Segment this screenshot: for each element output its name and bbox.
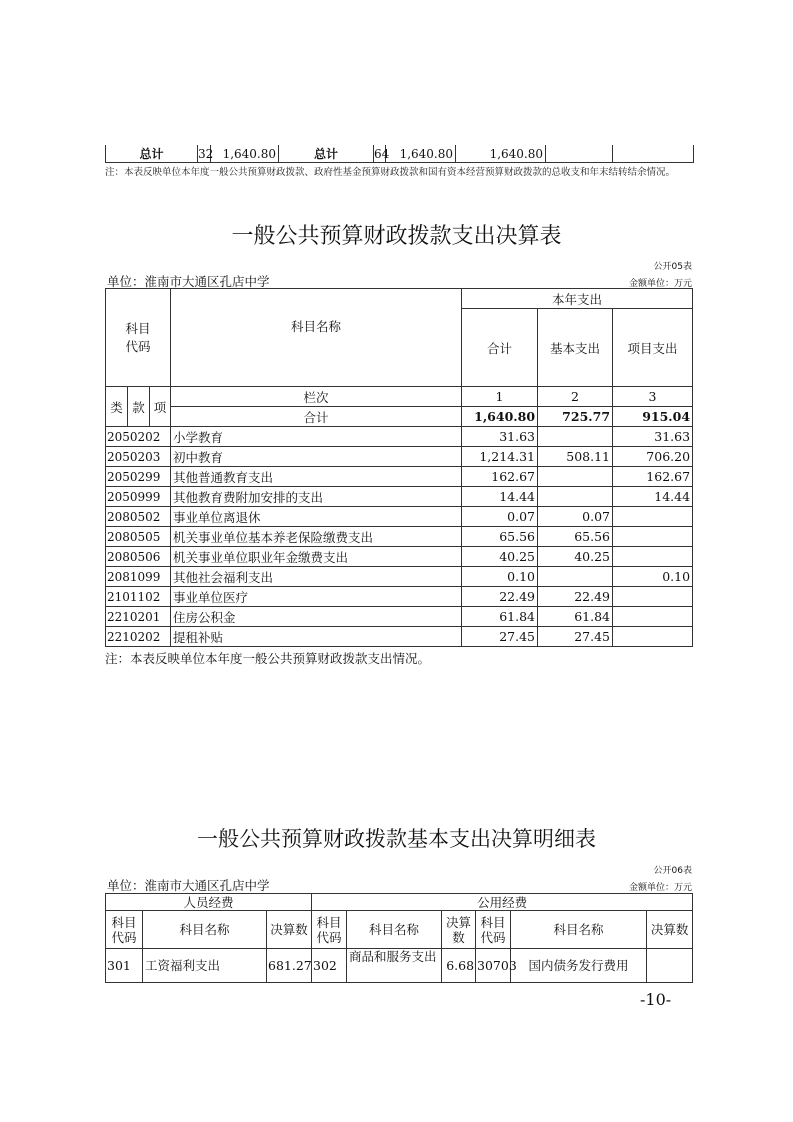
header-basic: 基本支出 — [538, 309, 613, 387]
row-project — [613, 587, 693, 607]
g2-amount-header: 决算数 — [647, 911, 693, 949]
previous-table-note: 注：本表反映单位本年度一般公共预算财政拨款、政府性基金预算财政拨款和国有资本经营预算财政拨款的总收支和年末结转结余情况。 — [105, 167, 676, 178]
row-code: 2080506 — [106, 547, 171, 567]
row-project: 706.20 — [613, 447, 693, 467]
table1-form-number: 公开05表 — [653, 262, 692, 272]
column-header-row — [106, 911, 693, 949]
row-code: 2050299 — [106, 467, 171, 487]
previous-table-total-row — [105, 145, 694, 163]
row-total: 162.67 — [462, 467, 538, 487]
basic-expenditure-detail-table — [105, 893, 693, 983]
column-index-2: 2 — [538, 387, 613, 407]
column-index-row — [106, 387, 693, 407]
row-project — [613, 507, 693, 527]
col2-amount: 1,640.80 — [456, 145, 546, 163]
g2-code: 30703 — [476, 949, 511, 983]
table2-money-unit: 金额单位：万元 — [628, 883, 692, 893]
row-name: 其他社会福利支出 — [171, 567, 462, 587]
row-total: 0.07 — [462, 507, 538, 527]
row-name: 初中教育 — [171, 447, 462, 467]
total-row-label: 合计 — [171, 407, 462, 427]
row-total: 14.44 — [462, 487, 538, 507]
row-name: 住房公积金 — [171, 607, 462, 627]
row-basic: 508.11 — [538, 447, 613, 467]
g1-amount: 6.68 — [442, 949, 476, 983]
row-basic — [538, 567, 613, 587]
row-project — [613, 547, 693, 567]
grand-total-row — [106, 145, 694, 163]
row-code: 2050202 — [106, 427, 171, 447]
row-basic — [538, 427, 613, 447]
row-project: 31.63 — [613, 427, 693, 447]
row-basic: 22.49 — [538, 587, 613, 607]
g2-code-header: 科目代码 — [476, 911, 511, 949]
column-index-3: 3 — [613, 387, 693, 407]
total-row-total: 1,640.80 — [462, 407, 538, 427]
row-name: 提租补贴 — [171, 627, 462, 647]
row-code: 2210202 — [106, 627, 171, 647]
g1-name-header: 科目名称 — [347, 911, 442, 949]
page-number: -10- — [640, 990, 672, 1009]
expenditure-row — [106, 547, 693, 567]
header-current-year: 本年支出 — [462, 289, 693, 309]
header-xiang: 项 — [150, 387, 171, 427]
group-personnel: 人员经费 — [106, 894, 312, 911]
row-name: 事业单位离退休 — [171, 507, 462, 527]
col4-amount — [613, 145, 694, 163]
row-total: 40.25 — [462, 547, 538, 567]
total-row-project: 915.04 — [613, 407, 693, 427]
row-code: 2081099 — [106, 567, 171, 587]
expenditure-row — [106, 527, 693, 547]
row-basic: 61.84 — [538, 607, 613, 627]
row-code: 2210201 — [106, 607, 171, 627]
row-project: 14.44 — [613, 487, 693, 507]
row-name: 小学教育 — [171, 427, 462, 447]
group-header-row — [106, 894, 693, 911]
col3-amount — [546, 145, 613, 163]
expenditure-row — [106, 567, 693, 587]
g1-code-header: 科目代码 — [312, 911, 347, 949]
left-total-label: 总计 — [106, 145, 198, 163]
row-project — [613, 607, 693, 627]
table1-money-unit: 金额单位：万元 — [628, 279, 692, 289]
row-name: 其他普通教育支出 — [171, 467, 462, 487]
p-amount: 681.27 — [267, 949, 312, 983]
left-total-amount: 1,640.80 — [211, 145, 279, 163]
expenditure-row — [106, 507, 693, 527]
row-project — [613, 527, 693, 547]
header-total: 合计 — [462, 309, 538, 387]
row-total: 65.56 — [462, 527, 538, 547]
table2-title: 一般公共预算财政拨款基本支出决算明细表 — [197, 827, 596, 851]
table2-form-number: 公开06表 — [653, 866, 692, 876]
header-code-line1: 科目 — [125, 320, 151, 336]
expenditure-row — [106, 447, 693, 467]
p-amount-header: 决算数 — [267, 911, 312, 949]
row-total: 0.10 — [462, 567, 538, 587]
row-total: 22.49 — [462, 587, 538, 607]
row-project: 0.10 — [613, 567, 693, 587]
expenditure-row — [106, 627, 693, 647]
detail-row — [106, 949, 693, 983]
row-total: 31.63 — [462, 427, 538, 447]
row-basic: 40.25 — [538, 547, 613, 567]
g2-amount — [647, 949, 693, 983]
g1-amount-header: 决算数 — [442, 911, 476, 949]
table2-unit-label: 单位：淮南市大通区孔店中学 — [107, 878, 270, 893]
row-project — [613, 627, 693, 647]
left-line-number: 32 — [198, 146, 214, 161]
p-name-header: 科目名称 — [143, 911, 267, 949]
column-index-1: 1 — [462, 387, 538, 407]
row-code: 2080505 — [106, 527, 171, 547]
expenditure-table — [105, 288, 693, 647]
row-code: 2101102 — [106, 587, 171, 607]
expenditure-row — [106, 487, 693, 507]
row-name: 其他教育费附加安排的支出 — [171, 487, 462, 507]
g1-name: 商品和服务支出 — [347, 949, 442, 983]
header-kuan: 款 — [128, 387, 150, 427]
p-code: 301 — [106, 949, 143, 983]
row-name: 事业单位医疗 — [171, 587, 462, 607]
column-index-label: 栏次 — [171, 387, 462, 407]
right-total-label: 总计 — [279, 145, 374, 163]
row-basic: 0.07 — [538, 507, 613, 527]
header-code-line2: 代码 — [125, 338, 151, 354]
row-code: 2080502 — [106, 507, 171, 527]
expenditure-row — [106, 607, 693, 627]
g1-code: 302 — [312, 949, 347, 983]
header-code — [106, 289, 171, 387]
row-name: 机关事业单位基本养老保险缴费支出 — [171, 527, 462, 547]
table1-note: 注：本表反映单位本年度一般公共预算财政拨款支出情况。 — [105, 651, 431, 666]
expenditure-rows — [106, 427, 693, 647]
row-basic: 27.45 — [538, 627, 613, 647]
table1-unit-label: 单位：淮南市大通区孔店中学 — [107, 274, 270, 289]
right-line-number: 64 — [374, 146, 390, 161]
g2-name: 国内债务发行费用 — [511, 949, 647, 983]
row-code: 2050203 — [106, 447, 171, 467]
total-row-basic: 725.77 — [538, 407, 613, 427]
row-total: 61.84 — [462, 607, 538, 627]
row-code: 2050999 — [106, 487, 171, 507]
row-total: 1,214.31 — [462, 447, 538, 467]
expenditure-row — [106, 427, 693, 447]
row-basic: 65.56 — [538, 527, 613, 547]
p-name: 工资福利支出 — [143, 949, 267, 983]
row-basic — [538, 487, 613, 507]
header-row-1 — [106, 289, 693, 309]
table1-title: 一般公共预算财政拨款支出决算表 — [231, 224, 562, 249]
row-basic — [538, 467, 613, 487]
p-code-header: 科目代码 — [106, 911, 143, 949]
row-name: 机关事业单位职业年金缴费支出 — [171, 547, 462, 567]
expenditure-row — [106, 587, 693, 607]
header-lei: 类 — [106, 387, 128, 427]
header-project: 项目支出 — [613, 309, 693, 387]
total-row — [106, 407, 693, 427]
group-public: 公用经费 — [312, 894, 693, 911]
row-total: 27.45 — [462, 627, 538, 647]
header-name: 科目名称 — [171, 289, 462, 387]
row-project: 162.67 — [613, 467, 693, 487]
right-total-amount: 1,640.80 — [386, 145, 456, 163]
expenditure-row — [106, 467, 693, 487]
g2-name-header: 科目名称 — [511, 911, 647, 949]
